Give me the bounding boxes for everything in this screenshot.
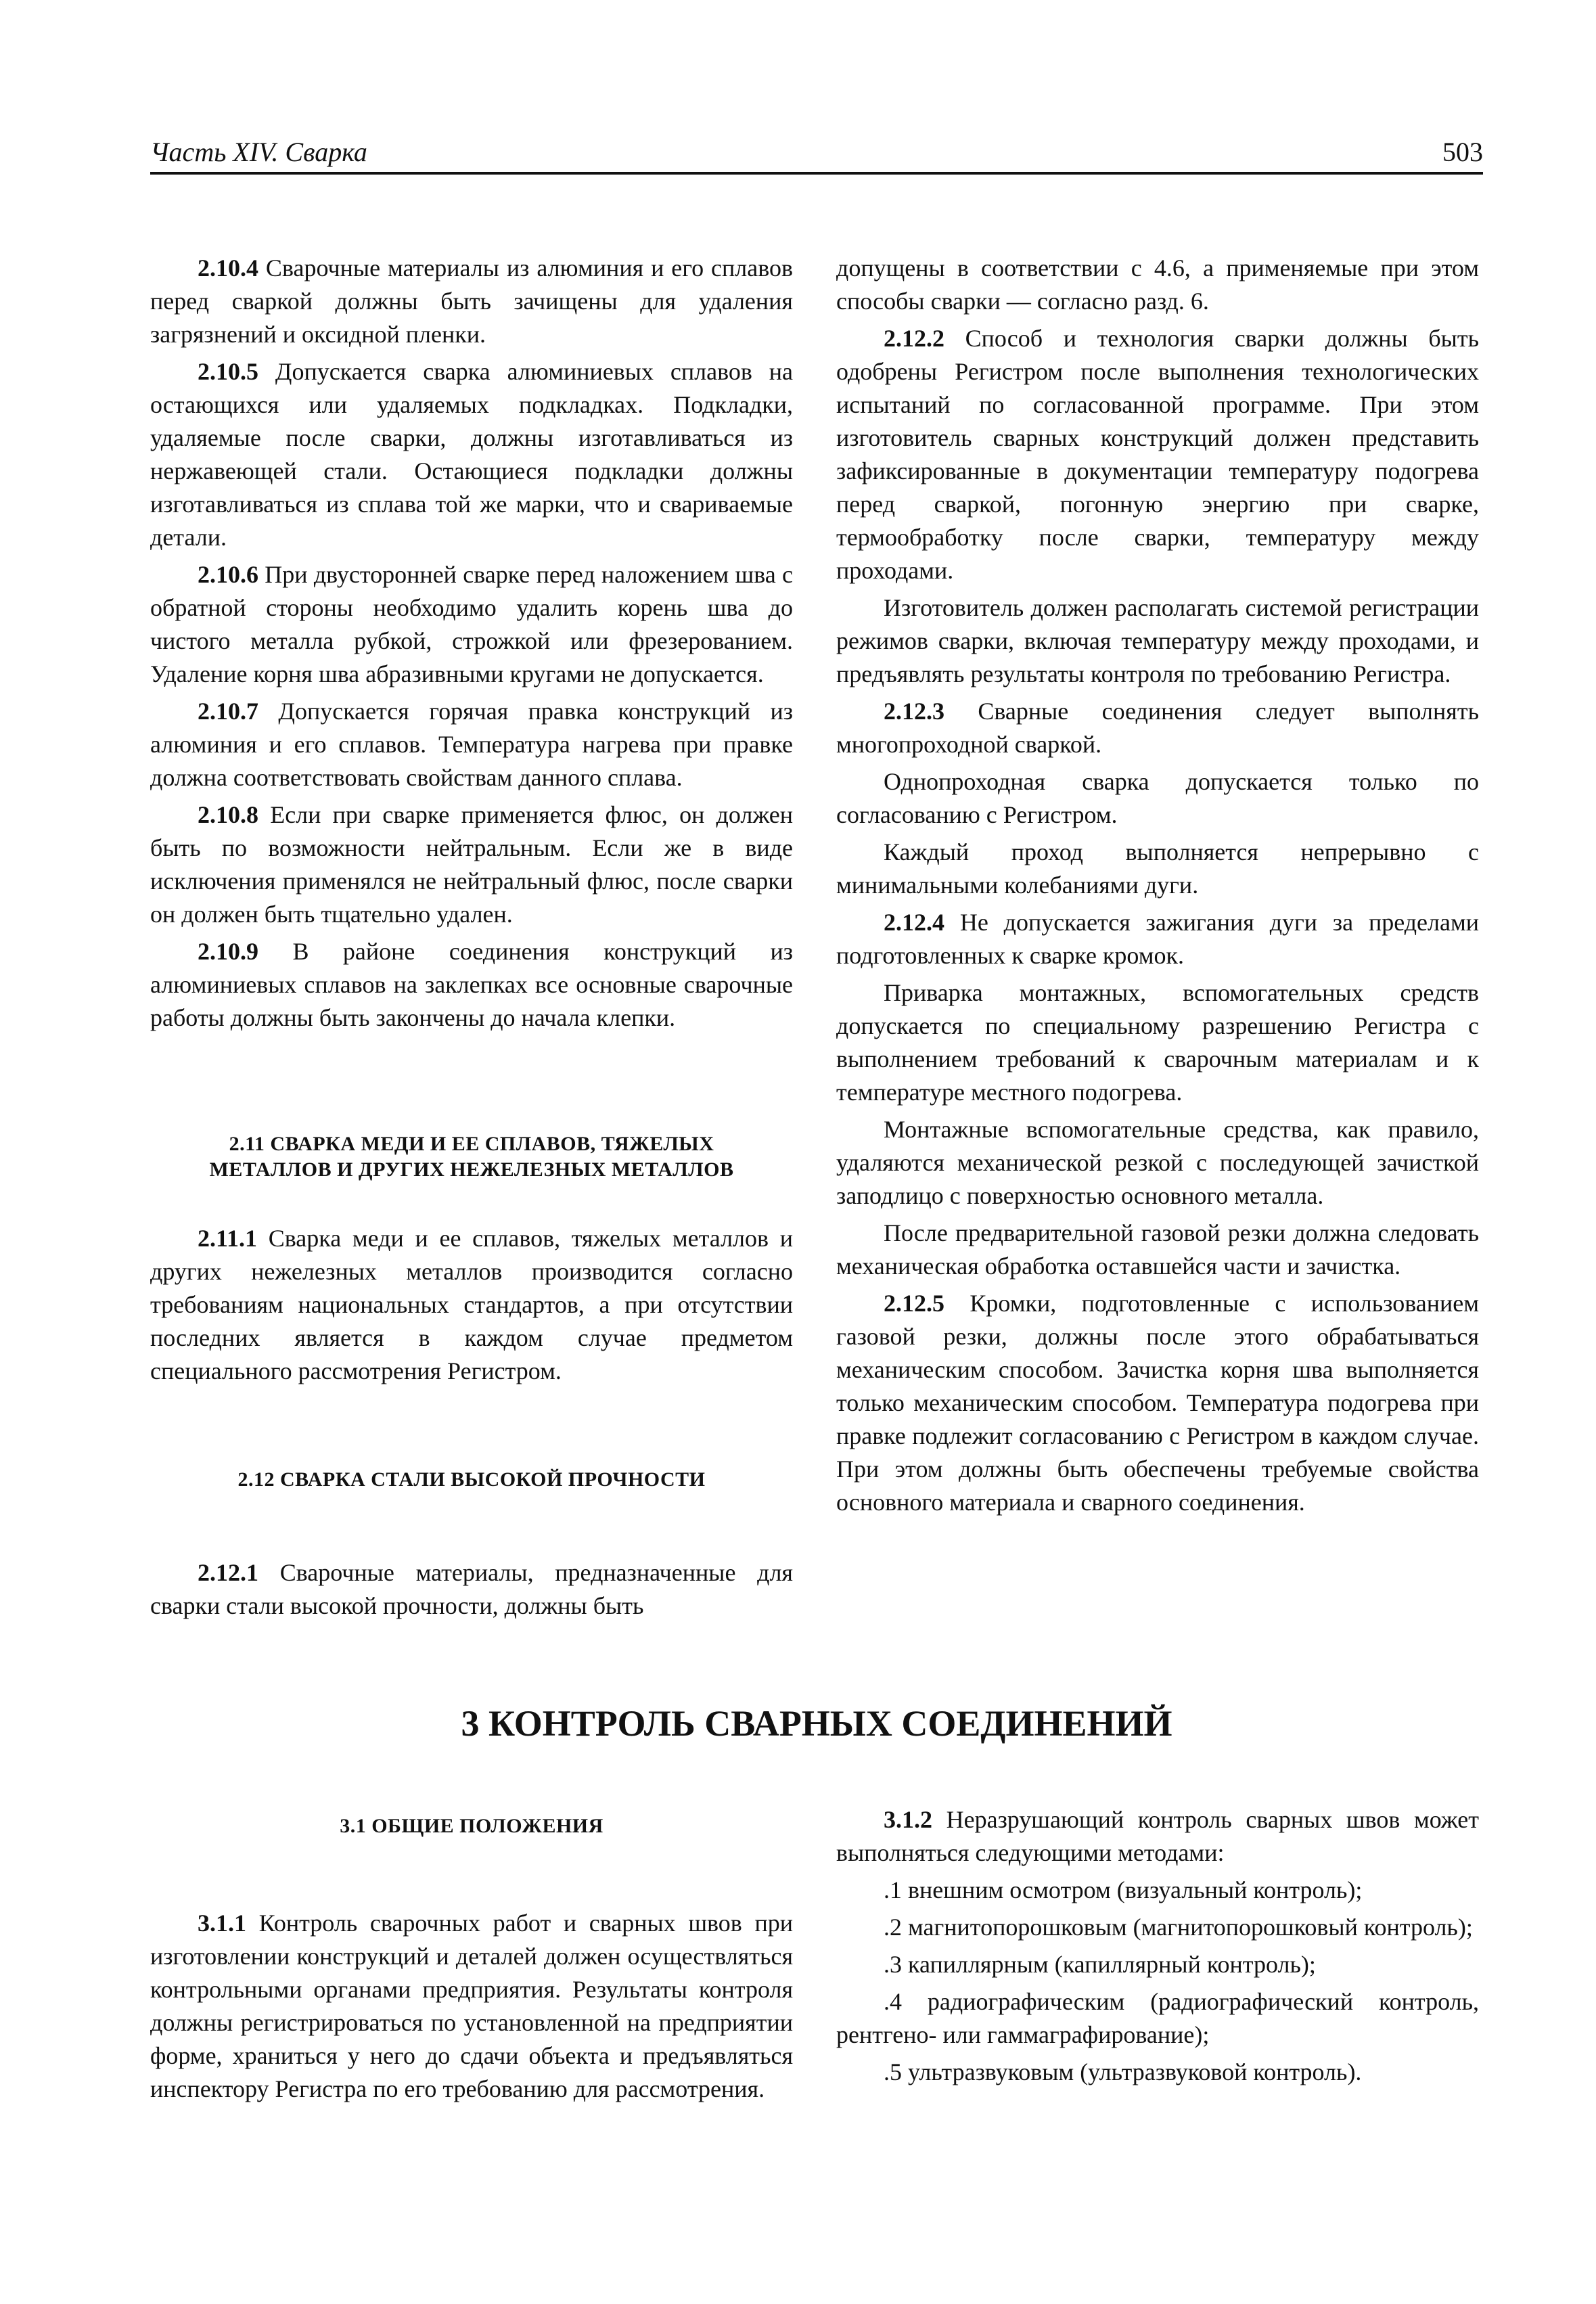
paragraph-text: Контроль сварочных работ и сварных швов при изготовлении конструкций и деталей должен осуществляться контрольными органами предприятия. Результаты контроля должны регистрироваться по установленной на предприятии форме, храниться у него до сдачи объекта и предъявляться инспектору Регистра по его требованию для рассмотрения. <box>150 1910 793 2102</box>
section-2-12-heading: 2.12 СВАРКА СТАЛИ ВЫСОКОЙ ПРОЧНОСТИ <box>237 1468 706 1491</box>
clause-number: 2.10.4 <box>198 254 258 281</box>
paragraph-text: Сварка меди и ее сплавов, тяжелых металлов и других нежелезных металлов производится согласно требованиям национальных стандартов, а при отсутствии последних является в каждом случае предметом специального рассмотрения Регистром. <box>150 1225 793 1384</box>
paragraph <box>150 935 793 1035</box>
paragraph <box>150 355 793 554</box>
paragraph-text: Монтажные вспомогательные средства, как правило, удаляются механической резкой с последующей зачисткой заподлицо с поверхностью основного металла. <box>836 1116 1479 1209</box>
paragraph <box>836 836 1479 902</box>
paragraph <box>836 1803 1479 1870</box>
paragraph-text: В районе соединения конструкций из алюминиевых сплавов на заклепках все основные сварочные работы должны быть закончены до начала клепки. <box>150 938 793 1031</box>
top-right-column <box>836 252 1479 1523</box>
paragraph <box>836 976 1479 1109</box>
paragraph <box>836 1874 1479 1907</box>
chapter-title: 3 КОНТРОЛЬ СВАРНЫХ СОЕДИНЕНИЙ <box>461 1703 1172 1744</box>
paragraph-text: После предварительной газовой резки должна следовать механическая обработка оставшейся части и зачистка. <box>836 1219 1479 1280</box>
paragraph <box>150 695 793 794</box>
top-left-column <box>150 252 793 1039</box>
clause-number: 3.1.1 <box>198 1910 246 1937</box>
paragraph-text: .2 магнитопорошковым (магнитопорошковый контроль); <box>884 1914 1473 1941</box>
paragraph <box>150 798 793 931</box>
paragraph <box>150 1907 793 2106</box>
clause-number: 3.1.2 <box>884 1806 932 1833</box>
paragraph-text: Сварочные материалы из алюминия и его сплавов перед сваркой должны быть зачищены для удаления загрязнений и оксидной пленки. <box>150 254 793 348</box>
paragraph <box>836 1948 1479 1981</box>
paragraph-text: .4 радиографическим (радиографический контроль, рентгено- или гаммаграфирование); <box>836 1988 1479 2048</box>
paragraph-text: .5 ультразвуковым (ультразвуковой контроль). <box>884 2058 1362 2085</box>
section-2-11-body <box>150 1222 793 1392</box>
section-2-11-heading <box>150 1131 793 1183</box>
clause-number: 2.10.6 <box>198 561 258 588</box>
clause-number: 2.12.5 <box>884 1290 944 1317</box>
paragraph <box>836 1287 1479 1519</box>
clause-number: 2.12.3 <box>884 698 944 725</box>
paragraph-text: Допускается сварка алюминиевых сплавов на остающихся или удаляемых подкладках. Подкладки, удаляемые после сварки, должны изготавливаться из нержавеющей стали. Остающиеся подкладки должны изготавливаться из сплава той же марки, что и свариваемые детали. <box>150 358 793 551</box>
clause-number: 2.10.5 <box>198 358 258 385</box>
paragraph-text: Неразрушающий контроль сварных швов может выполняться следующими методами: <box>836 1806 1479 1866</box>
paragraph-text: .1 внешним осмотром (визуальный контроль); <box>884 1876 1363 1903</box>
paragraph <box>836 591 1479 691</box>
paragraph <box>150 1222 793 1388</box>
page-header <box>150 133 1483 175</box>
clause-number: 2.12.4 <box>884 909 944 936</box>
paragraph <box>150 252 793 351</box>
clause-number: 2.12.1 <box>198 1559 258 1586</box>
paragraph <box>150 558 793 691</box>
paragraph-text: При двусторонней сварке перед наложением шва с обратной стороны необходимо удалить корень шва до чистого металла рубкой, строжкой или фрезерованием. Удаление корня шва абразивными кругами не допускается. <box>150 561 793 687</box>
paragraph <box>836 906 1479 972</box>
paragraph <box>836 1985 1479 2052</box>
paragraph <box>836 1217 1479 1283</box>
paragraph-text: Кромки, подготовленные с использованием газовой резки, должны после этого обрабатываться механическим способом. Зачистка корня шва выполняется только механическим способом. Температура подогрева при правке подлежит согласованию с Регистром в каждом случае. При этом должны быть обеспечены требуемые свойства основного материала и сварного соединения. <box>836 1290 1479 1516</box>
paragraph <box>836 1113 1479 1213</box>
section-3-1-heading: 3.1 ОБЩИЕ ПОЛОЖЕНИЯ <box>340 1815 603 1837</box>
paragraph-text: Однопроходная сварка допускается только по согласованию с Регистром. <box>836 768 1479 828</box>
page-number: 503 <box>1442 137 1483 167</box>
paragraph-text: Сварочные материалы, предназначенные для сварки стали высокой прочности, должны быть <box>150 1559 793 1619</box>
clause-number: 2.11.1 <box>198 1225 258 1252</box>
paragraph-text: Способ и технология сварки должны быть одобрены Регистром после выполнения технологических испытаний по согласованной программе. При этом изготовитель сварных конструкций должен представить зафиксированные в документации температуру подогрева перед сваркой, погонную энергию при сварке, термообработку после сварки, температуру между проходами. <box>836 325 1479 584</box>
paragraph-text: Если при сварке применяется флюс, он должен быть по возможности нейтральным. Если же в виде исключения применялся не нейтральный флюс, после сварки он должен быть тщательно удален. <box>150 801 793 928</box>
paragraph <box>836 322 1479 587</box>
running-title: Часть XIV. Сварка <box>150 137 367 167</box>
paragraph-text: .3 капиллярным (капиллярный контроль); <box>884 1951 1316 1978</box>
paragraph-text: Приварка монтажных, вспомогательных средств допускается по специальному разрешению Регистра с выполнением требований к сварочным материалам и к температуре местного подогрева. <box>836 979 1479 1106</box>
clause-number: 2.10.7 <box>198 698 258 725</box>
paragraph-text: Каждый проход выполняется непрерывно с минимальными колебаниями дуги. <box>836 838 1479 899</box>
paragraph-text: Не допускается зажигания дуги за пределами подготовленных к сварке кромок. <box>836 909 1479 969</box>
paragraph-text: Изготовитель должен располагать системой регистрации режимов сварки, включая температуру между проходами, и предъявлять результаты контроля по требованию Регистра. <box>836 594 1479 687</box>
section-3-1-body <box>150 1907 793 2110</box>
clause-number: 2.12.2 <box>884 325 944 352</box>
paragraph-text: Допускается горячая правка конструкций из алюминия и его сплавов. Температура нагрева при правке должна соответствовать свойствам данного сплава. <box>150 698 793 791</box>
section-heading-line: 2.11 СВАРКА МЕДИ И ЕЕ СПЛАВОВ, ТЯЖЕЛЫХ <box>229 1133 714 1155</box>
section-heading-line: МЕТАЛЛОВ И ДРУГИХ НЕЖЕЛЕЗНЫХ МЕТАЛЛОВ <box>209 1158 734 1181</box>
paragraph <box>836 2056 1479 2089</box>
paragraph <box>836 1911 1479 1944</box>
paragraph <box>836 695 1479 761</box>
paragraph <box>836 252 1479 318</box>
paragraph <box>836 765 1479 832</box>
paragraph-text: допущены в соответствии с 4.6, а применяемые при этом способы сварки — согласно разд. 6. <box>836 254 1479 315</box>
clause-number: 2.10.8 <box>198 801 258 828</box>
section-2-12-body <box>150 1556 793 1627</box>
clause-number: 2.10.9 <box>198 938 258 965</box>
paragraph <box>150 1556 793 1623</box>
paragraph-text: Сварные соединения следует выполнять многопроходной сваркой. <box>836 698 1479 758</box>
bottom-right-column <box>836 1803 1479 2093</box>
